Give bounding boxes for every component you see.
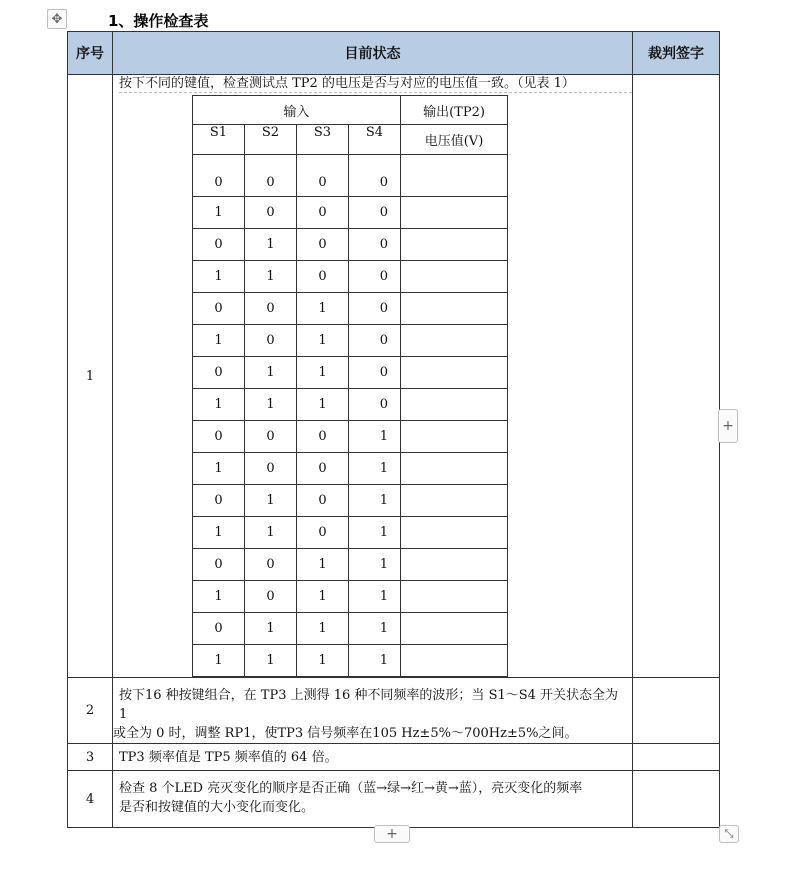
switch-value-cell[interactable]: 1 (193, 261, 245, 293)
table-move-handle[interactable] (47, 9, 67, 29)
voltage-table-header (193, 96, 508, 125)
voltage-value-cell[interactable] (401, 581, 508, 613)
voltage-table (192, 95, 508, 677)
switch-value-cell[interactable]: 1 (245, 389, 297, 421)
signature-cell[interactable] (633, 744, 720, 771)
table-row (68, 744, 720, 771)
status-cell[interactable] (113, 678, 633, 744)
switch-header[interactable]: S1 (193, 125, 245, 155)
output-header[interactable]: 输出(TP2) (401, 96, 508, 125)
table-row (193, 229, 508, 261)
voltage-value-cell[interactable] (401, 357, 508, 389)
row-number[interactable]: 2 (68, 678, 113, 744)
table-row (193, 155, 508, 197)
switch-value-cell[interactable]: 0 (193, 293, 245, 325)
switch-value-cell[interactable]: 1 (245, 517, 297, 549)
switch-value-cell[interactable]: 0 (349, 293, 401, 325)
voltage-value-cell[interactable] (401, 261, 508, 293)
switch-header[interactable]: S3 (297, 125, 349, 155)
switch-value-cell[interactable]: 0 (297, 517, 349, 549)
table-row (193, 197, 508, 229)
row-number[interactable]: 3 (68, 744, 113, 771)
table-row (68, 678, 720, 744)
voltage-value-cell[interactable] (401, 421, 508, 453)
inspection-table (67, 31, 720, 828)
switch-value-cell[interactable]: 1 (349, 581, 401, 613)
add-column-button[interactable] (718, 409, 738, 443)
switch-value-cell[interactable]: 1 (349, 453, 401, 485)
switch-value-cell[interactable]: 0 (193, 613, 245, 645)
voltage-value-cell[interactable] (401, 549, 508, 581)
switch-value-cell[interactable]: 0 (193, 549, 245, 581)
switch-value-cell[interactable]: 1 (349, 549, 401, 581)
plus-icon: + (722, 418, 734, 434)
switch-value-cell[interactable]: 1 (193, 325, 245, 357)
switch-value-cell[interactable]: 0 (245, 453, 297, 485)
table-row (193, 389, 508, 421)
switch-value-cell[interactable]: 0 (193, 485, 245, 517)
table-row (193, 517, 508, 549)
switch-value-cell[interactable]: 0 (245, 581, 297, 613)
switch-value-cell[interactable]: 0 (349, 261, 401, 293)
signature-cell[interactable] (633, 678, 720, 744)
switch-value-cell[interactable]: 1 (349, 613, 401, 645)
plus-icon: + (386, 826, 398, 842)
signature-cell[interactable] (633, 75, 720, 678)
switch-value-cell[interactable]: 0 (193, 357, 245, 389)
voltage-header[interactable]: 电压值(V) (401, 125, 508, 155)
switch-value-cell[interactable]: 1 (349, 421, 401, 453)
switch-value-cell[interactable]: 1 (297, 549, 349, 581)
switch-value-cell[interactable]: 1 (245, 357, 297, 389)
switch-value-cell[interactable]: 1 (349, 645, 401, 677)
switch-header[interactable]: S4 (349, 125, 401, 155)
voltage-value-cell[interactable] (401, 197, 508, 229)
switch-value-cell[interactable]: 1 (349, 517, 401, 549)
switch-value-cell[interactable]: 1 (193, 389, 245, 421)
switch-value-cell[interactable]: 0 (349, 155, 401, 197)
switch-value-cell[interactable]: 0 (245, 325, 297, 357)
status-cell[interactable] (113, 75, 633, 678)
switch-value-cell[interactable]: 0 (245, 549, 297, 581)
voltage-value-cell[interactable] (401, 517, 508, 549)
switch-value-cell[interactable]: 0 (349, 389, 401, 421)
switch-value-cell[interactable]: 1 (245, 229, 297, 261)
table-resize-handle[interactable] (719, 825, 739, 843)
switch-header[interactable]: S2 (245, 125, 297, 155)
switch-value-cell[interactable]: 0 (349, 229, 401, 261)
switch-value-cell[interactable]: 0 (193, 229, 245, 261)
switch-value-cell[interactable]: 1 (297, 581, 349, 613)
switch-value-cell[interactable]: 0 (297, 155, 349, 197)
table-row (68, 75, 720, 678)
switch-value-cell[interactable]: 0 (297, 421, 349, 453)
status-cell[interactable] (113, 744, 633, 771)
voltage-value-cell[interactable] (401, 453, 508, 485)
table-row (193, 261, 508, 293)
table-row (193, 613, 508, 645)
voltage-value-cell[interactable] (401, 485, 508, 517)
switch-value-cell[interactable]: 0 (349, 197, 401, 229)
table-row (193, 549, 508, 581)
status-text-line: 按下16 种按键组合，在 TP3 上测得 16 种不同频率的波形；当 S1～S4 开关状态全为1 (119, 688, 619, 722)
switch-value-cell[interactable]: 0 (193, 155, 245, 197)
resize-icon: ⤡ (724, 827, 734, 840)
move-icon: ✥ (51, 11, 63, 27)
add-row-button[interactable] (374, 825, 410, 843)
switch-value-cell[interactable]: 0 (245, 421, 297, 453)
status-text: TP3 频率值是 TP5 频率值的 64 倍。 (119, 750, 338, 765)
switch-value-cell[interactable]: 1 (193, 517, 245, 549)
switch-value-cell[interactable]: 0 (297, 453, 349, 485)
switch-value-cell[interactable]: 0 (297, 485, 349, 517)
switch-value-cell[interactable]: 1 (245, 485, 297, 517)
table-row (193, 645, 508, 677)
switch-value-cell[interactable]: 1 (193, 453, 245, 485)
signature-cell[interactable] (633, 771, 720, 828)
status-text: 按下不同的键值，检查测试点 TP2 的电压是否与对应的电压值一致。（见表 1） (119, 76, 632, 93)
switch-value-cell[interactable]: 0 (297, 197, 349, 229)
row-number[interactable]: 1 (68, 75, 113, 678)
table-row (193, 581, 508, 613)
section-heading: 1、操作检查表 (108, 12, 209, 30)
switch-value-cell[interactable]: 0 (245, 155, 297, 197)
table-row (193, 325, 508, 357)
header-num: 序号 (68, 32, 113, 75)
voltage-value-cell[interactable] (401, 613, 508, 645)
table-row (68, 771, 720, 828)
switch-value-cell[interactable]: 0 (245, 293, 297, 325)
voltage-value-cell[interactable] (401, 293, 508, 325)
input-header[interactable]: 输入 (193, 96, 401, 125)
voltage-table-subheader (193, 125, 508, 155)
voltage-value-cell[interactable] (401, 229, 508, 261)
switch-value-cell[interactable]: 0 (297, 261, 349, 293)
switch-value-cell[interactable]: 1 (193, 197, 245, 229)
row-number[interactable]: 4 (68, 771, 113, 828)
switch-value-cell[interactable]: 0 (349, 357, 401, 389)
switch-value-cell[interactable]: 0 (297, 229, 349, 261)
switch-value-cell[interactable]: 1 (297, 389, 349, 421)
switch-value-cell[interactable]: 1 (245, 613, 297, 645)
table-row (193, 357, 508, 389)
table-header-row (68, 32, 720, 75)
switch-value-cell[interactable]: 1 (297, 645, 349, 677)
status-text-line: 是否和按键值的大小变化而变化。 (119, 800, 315, 815)
status-text-line: 检查 8 个LED 亮灭变化的顺序是否正确（蓝→绿→红→黄→蓝），亮灭变化的频率 (119, 781, 583, 796)
header-status: 目前状态 (113, 32, 633, 75)
switch-value-cell[interactable]: 1 (297, 613, 349, 645)
switch-value-cell[interactable]: 1 (193, 645, 245, 677)
header-signature: 裁判签字 (633, 32, 720, 75)
switch-value-cell[interactable]: 1 (297, 293, 349, 325)
status-text-line: 或全为 0 时，调整 RP1，使TP3 信号频率在105 Hz±5%～700Hz±5%之间。 (113, 726, 578, 741)
switch-value-cell[interactable]: 1 (193, 581, 245, 613)
switch-value-cell[interactable]: 1 (349, 485, 401, 517)
switch-value-cell[interactable]: 0 (193, 421, 245, 453)
switch-value-cell[interactable]: 0 (349, 325, 401, 357)
switch-value-cell[interactable]: 1 (245, 645, 297, 677)
switch-value-cell[interactable]: 1 (245, 261, 297, 293)
voltage-value-cell[interactable] (401, 389, 508, 421)
status-cell[interactable] (113, 771, 633, 828)
table-row (193, 453, 508, 485)
voltage-value-cell[interactable] (401, 645, 508, 677)
table-row (193, 421, 508, 453)
switch-value-cell[interactable]: 1 (297, 325, 349, 357)
voltage-value-cell[interactable] (401, 325, 508, 357)
switch-value-cell[interactable]: 1 (297, 357, 349, 389)
voltage-value-cell[interactable] (401, 155, 508, 197)
table-row (193, 485, 508, 517)
switch-value-cell[interactable]: 0 (245, 197, 297, 229)
table-row (193, 293, 508, 325)
